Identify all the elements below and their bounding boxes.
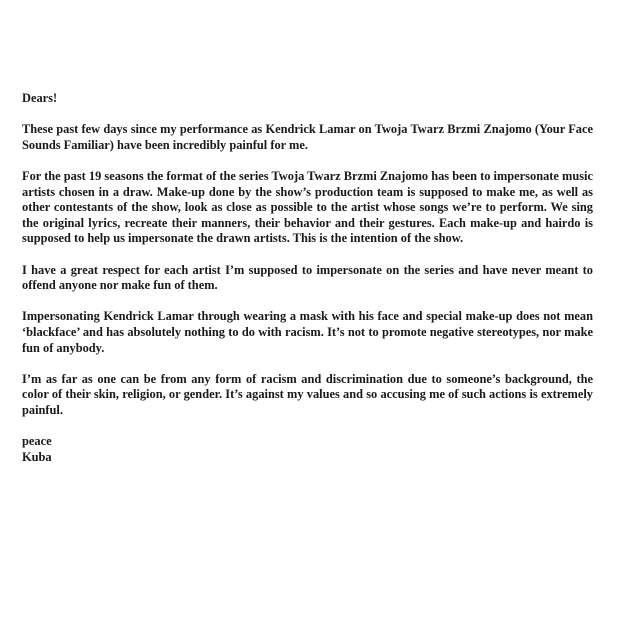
letter-greeting: Dears! bbox=[22, 91, 58, 105]
letter-closing: peace bbox=[22, 434, 52, 449]
letter-signoff bbox=[22, 434, 593, 465]
letter-signature: Kuba bbox=[22, 449, 52, 464]
letter-paragraph: I have a great respect for each artist I’m supposed to impersonate on the series and have never meant to offend anyone nor make fun of them. bbox=[22, 262, 593, 293]
letter-paragraph: These past few days since my performance as Kendrick Lamar on Twoja Twarz Brzmi Znajomo (Your Face Sounds Familiar) have been incredibly painful for me. bbox=[22, 122, 593, 152]
letter-paragraph: Impersonating Kendrick Lamar through wearing a mask with his face and special make-up does not mean ‘blackface’ and has absolutely nothing to do with racism. It’s not to promote negative stereotypes, nor make fun of anybody. bbox=[22, 309, 593, 355]
letter-body bbox=[22, 91, 593, 465]
letter-paragraph: I’m as far as one can be from any form of racism and discrimination due to someone’s background, the color of their skin, religion, or gender. It’s against my values and so accusing me of such actions is extremely painful. bbox=[22, 371, 593, 417]
letter-paragraph: For the past 19 seasons the format of the series Twoja Twarz Brzmi Znajomo has been to impersonate music artists chosen in a draw. Make-up done by the show’s production team is supposed to make me, as well as other contestants of the show, look as close as possible to the artist whose songs we’re to perform. We sing the original lyrics, recreate their manners, their behavior and their gestures. Each make-up and hairdo is supposed to help us impersonate the drawn artists. This is the intention of the show. bbox=[22, 168, 593, 246]
